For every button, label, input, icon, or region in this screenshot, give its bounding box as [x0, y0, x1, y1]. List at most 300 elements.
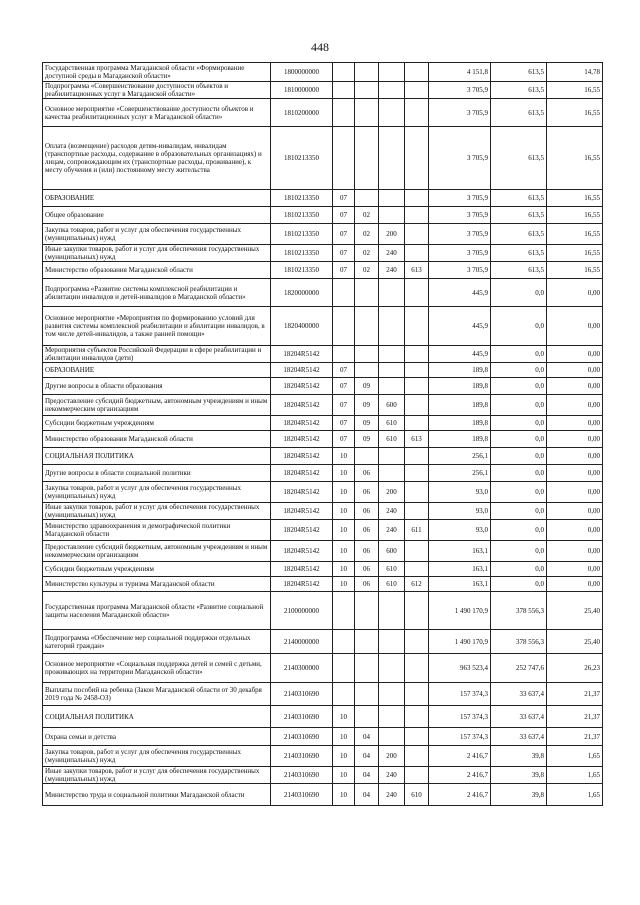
table-row — [43, 190, 603, 207]
row-executed: 613,5 — [491, 245, 547, 262]
row-code: 18204R5142 — [271, 562, 333, 577]
row-subsection — [355, 592, 379, 630]
row-name: Подпрограмма «Обеспечение мер социальной поддержки отдельных категорий граждан» — [43, 630, 271, 654]
row-subsection — [355, 654, 379, 683]
row-grbs — [405, 683, 429, 706]
row-percent: 0,00 — [547, 307, 603, 346]
row-expense-type: 200 — [379, 482, 405, 503]
table-row — [43, 706, 603, 728]
row-plan: 157 374,3 — [429, 683, 491, 706]
row-plan: 3 705,9 — [429, 224, 491, 245]
row-percent: 0,00 — [547, 577, 603, 592]
table-row — [43, 416, 603, 431]
row-section: 07 — [333, 363, 355, 378]
row-subsection — [355, 190, 379, 207]
row-name: Государственная программа Магаданской области «Формирование доступной среды в Магаданской области» — [43, 63, 271, 82]
row-section: 10 — [333, 541, 355, 562]
row-code: 18204R5142 — [271, 577, 333, 592]
row-expense-type: 200 — [379, 224, 405, 245]
budget-table-body — [43, 63, 603, 806]
table-row — [43, 99, 603, 127]
row-subsection — [355, 630, 379, 654]
row-grbs — [405, 465, 429, 482]
row-section: 07 — [333, 207, 355, 224]
row-expense-type: 240 — [379, 784, 405, 806]
table-row — [43, 63, 603, 82]
row-subsection: 02 — [355, 245, 379, 262]
row-executed: 33 637,4 — [491, 728, 547, 746]
row-plan: 256,1 — [429, 465, 491, 482]
row-subsection: 04 — [355, 746, 379, 767]
page-number: 448 — [311, 40, 329, 54]
row-code: 1810213350 — [271, 207, 333, 224]
table-row — [43, 683, 603, 706]
row-grbs: 611 — [405, 520, 429, 541]
row-percent: 16,55 — [547, 245, 603, 262]
row-expense-type — [379, 207, 405, 224]
row-grbs — [405, 99, 429, 127]
row-name: Иные закупки товаров, работ и услуг для обеспечения государственных (муниципальных) нужд — [43, 767, 271, 784]
row-plan: 3 705,9 — [429, 82, 491, 99]
row-percent: 16,55 — [547, 262, 603, 279]
row-name: Общее образование — [43, 207, 271, 224]
row-expense-type — [379, 728, 405, 746]
row-executed: 613,5 — [491, 127, 547, 190]
row-percent: 16,55 — [547, 82, 603, 99]
row-percent: 0,00 — [547, 503, 603, 520]
row-expense-type: 610 — [379, 577, 405, 592]
row-section — [333, 279, 355, 307]
table-row — [43, 767, 603, 784]
row-expense-type — [379, 465, 405, 482]
row-expense-type — [379, 378, 405, 395]
row-name: Субсидии бюджетным учреждениям — [43, 562, 271, 577]
row-name: Иные закупки товаров, работ и услуг для обеспечения государственных (муниципальных) нужд — [43, 503, 271, 520]
row-code: 18204R5142 — [271, 503, 333, 520]
table-row — [43, 279, 603, 307]
row-code: 2140310690 — [271, 746, 333, 767]
row-code: 18204R5142 — [271, 482, 333, 503]
row-plan: 93,0 — [429, 520, 491, 541]
table-row — [43, 562, 603, 577]
row-name: Оплата (возмещение) расходов детям-инвалидам, инвалидам (транспортные расходы, содержание в образовательных организациях) и лицам, сопровождающим их (транспортные расходы, проживание), к месту обучения и (или) постоянному месту жительства — [43, 127, 271, 190]
row-code: 2100000000 — [271, 592, 333, 630]
row-subsection: 06 — [355, 577, 379, 592]
row-subsection — [355, 307, 379, 346]
row-subsection — [355, 127, 379, 190]
row-subsection — [355, 63, 379, 82]
row-name: ОБРАЗОВАНИЕ — [43, 363, 271, 378]
row-percent: 16,55 — [547, 99, 603, 127]
row-subsection: 04 — [355, 784, 379, 806]
row-plan: 157 374,3 — [429, 706, 491, 728]
row-grbs — [405, 82, 429, 99]
row-expense-type — [379, 363, 405, 378]
row-executed: 613,5 — [491, 99, 547, 127]
row-section — [333, 127, 355, 190]
row-code: 1810213350 — [271, 190, 333, 207]
row-percent: 0,00 — [547, 465, 603, 482]
row-plan: 445,9 — [429, 307, 491, 346]
row-percent: 0,00 — [547, 541, 603, 562]
row-code: 1810000000 — [271, 82, 333, 99]
row-subsection: 06 — [355, 520, 379, 541]
row-subsection: 06 — [355, 541, 379, 562]
row-subsection — [355, 683, 379, 706]
row-name: Мероприятия субъектов Российской Федерации в сфере реабилитации и абилитации инвалидов (дети) — [43, 346, 271, 363]
row-code: 2140300000 — [271, 654, 333, 683]
row-code: 1810213350 — [271, 224, 333, 245]
row-expense-type — [379, 592, 405, 630]
row-subsection: 09 — [355, 431, 379, 448]
row-code: 18204R5142 — [271, 520, 333, 541]
table-row — [43, 245, 603, 262]
row-grbs — [405, 706, 429, 728]
row-name: Министерство образования Магаданской области — [43, 262, 271, 279]
row-name: Министерство культуры и туризма Магаданской области — [43, 577, 271, 592]
table-row — [43, 127, 603, 190]
row-section: 07 — [333, 224, 355, 245]
row-subsection — [355, 448, 379, 465]
row-percent: 1,65 — [547, 784, 603, 806]
row-code: 1800000000 — [271, 63, 333, 82]
row-percent: 0,00 — [547, 520, 603, 541]
row-executed: 0,0 — [491, 465, 547, 482]
row-name: Субсидии бюджетным учреждениям — [43, 416, 271, 431]
row-grbs — [405, 307, 429, 346]
row-executed: 39,8 — [491, 767, 547, 784]
row-executed: 613,5 — [491, 224, 547, 245]
table-row — [43, 592, 603, 630]
row-name: Другие вопросы в области образования — [43, 378, 271, 395]
table-row — [43, 448, 603, 465]
table-row — [43, 577, 603, 592]
row-grbs — [405, 378, 429, 395]
row-executed: 0,0 — [491, 520, 547, 541]
row-percent: 0,00 — [547, 416, 603, 431]
row-executed: 0,0 — [491, 378, 547, 395]
row-expense-type: 240 — [379, 245, 405, 262]
row-executed: 0,0 — [491, 448, 547, 465]
row-plan: 1 490 170,9 — [429, 592, 491, 630]
row-plan: 3 705,9 — [429, 127, 491, 190]
row-plan: 93,0 — [429, 482, 491, 503]
row-grbs — [405, 416, 429, 431]
row-plan: 189,8 — [429, 378, 491, 395]
row-name: Предоставление субсидий бюджетным, автономным учреждениям и иным некоммерческим организациям — [43, 395, 271, 416]
row-grbs: 613 — [405, 262, 429, 279]
row-grbs — [405, 767, 429, 784]
row-code: 2140310690 — [271, 706, 333, 728]
row-executed: 378 556,3 — [491, 630, 547, 654]
row-code: 2140310690 — [271, 728, 333, 746]
table-row — [43, 728, 603, 746]
row-section: 10 — [333, 520, 355, 541]
row-plan: 163,1 — [429, 577, 491, 592]
row-section: 07 — [333, 262, 355, 279]
row-plan: 963 523,4 — [429, 654, 491, 683]
row-code: 18204R5142 — [271, 346, 333, 363]
row-name: Предоставление субсидий бюджетным, автономным учреждениям и иным некоммерческим организациям — [43, 541, 271, 562]
row-executed: 0,0 — [491, 395, 547, 416]
row-expense-type — [379, 99, 405, 127]
row-grbs — [405, 190, 429, 207]
row-executed: 613,5 — [491, 207, 547, 224]
row-name: Выплаты пособий на ребенка (Закон Магаданской области от 30 декабря 2019 года № 2458-ОЗ) — [43, 683, 271, 706]
row-section: 10 — [333, 746, 355, 767]
row-executed: 0,0 — [491, 482, 547, 503]
row-executed: 0,0 — [491, 577, 547, 592]
row-percent: 25,40 — [547, 630, 603, 654]
row-executed: 613,5 — [491, 63, 547, 82]
row-grbs — [405, 448, 429, 465]
row-subsection: 09 — [355, 416, 379, 431]
row-percent: 16,55 — [547, 224, 603, 245]
row-expense-type — [379, 63, 405, 82]
row-expense-type — [379, 279, 405, 307]
row-percent: 0,00 — [547, 448, 603, 465]
table-row — [43, 746, 603, 767]
row-subsection: 04 — [355, 728, 379, 746]
row-executed: 0,0 — [491, 431, 547, 448]
table-row — [43, 520, 603, 541]
row-plan: 163,1 — [429, 541, 491, 562]
row-plan: 2 416,7 — [429, 784, 491, 806]
row-subsection: 06 — [355, 482, 379, 503]
row-code: 2140310690 — [271, 683, 333, 706]
row-name: Иные закупки товаров, работ и услуг для обеспечения государственных (муниципальных) нужд — [43, 245, 271, 262]
row-expense-type: 610 — [379, 562, 405, 577]
row-section: 10 — [333, 784, 355, 806]
row-grbs — [405, 562, 429, 577]
table-row — [43, 346, 603, 363]
row-subsection — [355, 279, 379, 307]
row-name: Министерство образования Магаданской области — [43, 431, 271, 448]
row-section — [333, 654, 355, 683]
row-subsection — [355, 706, 379, 728]
row-executed: 39,8 — [491, 784, 547, 806]
row-plan: 2 416,7 — [429, 746, 491, 767]
row-code: 18204R5142 — [271, 363, 333, 378]
row-percent: 25,40 — [547, 592, 603, 630]
row-percent: 1,65 — [547, 746, 603, 767]
row-grbs — [405, 363, 429, 378]
row-name: Основное мероприятие «Социальная поддержка детей и семей с детьми, проживающих на территории Магаданской области» — [43, 654, 271, 683]
row-percent: 16,55 — [547, 190, 603, 207]
row-percent: 0,00 — [547, 378, 603, 395]
row-expense-type — [379, 448, 405, 465]
row-percent: 1,65 — [547, 767, 603, 784]
row-plan: 189,8 — [429, 395, 491, 416]
row-expense-type: 610 — [379, 431, 405, 448]
row-percent: 0,00 — [547, 562, 603, 577]
row-plan: 1 490 170,9 — [429, 630, 491, 654]
row-subsection: 09 — [355, 395, 379, 416]
row-code: 18204R5142 — [271, 541, 333, 562]
row-section: 10 — [333, 577, 355, 592]
row-executed: 33 637,4 — [491, 683, 547, 706]
row-section: 10 — [333, 482, 355, 503]
row-code: 1820400000 — [271, 307, 333, 346]
row-code: 1810213350 — [271, 262, 333, 279]
row-percent: 26,23 — [547, 654, 603, 683]
row-plan: 189,8 — [429, 416, 491, 431]
row-percent: 0,00 — [547, 346, 603, 363]
row-code: 1810213350 — [271, 127, 333, 190]
row-plan: 93,0 — [429, 503, 491, 520]
row-grbs — [405, 207, 429, 224]
row-section — [333, 630, 355, 654]
row-executed: 0,0 — [491, 363, 547, 378]
row-code: 2140310690 — [271, 784, 333, 806]
row-name: Основное мероприятие «Мероприятия по формированию условий для развития системы комплексной реабилитации и абилитации инвалидов, в том числе детей-инвалидов, а также ранней помощи» — [43, 307, 271, 346]
row-expense-type: 240 — [379, 503, 405, 520]
row-grbs — [405, 395, 429, 416]
row-code: 2140310690 — [271, 767, 333, 784]
row-grbs — [405, 482, 429, 503]
row-section — [333, 99, 355, 127]
row-section: 07 — [333, 431, 355, 448]
row-section: 07 — [333, 416, 355, 431]
row-expense-type — [379, 346, 405, 363]
budget-table — [42, 62, 603, 806]
row-section — [333, 346, 355, 363]
row-percent: 0,00 — [547, 279, 603, 307]
row-code: 18204R5142 — [271, 431, 333, 448]
table-row — [43, 784, 603, 806]
row-subsection: 06 — [355, 562, 379, 577]
row-subsection — [355, 346, 379, 363]
row-subsection — [355, 99, 379, 127]
row-section: 10 — [333, 767, 355, 784]
row-grbs — [405, 245, 429, 262]
row-percent: 0,00 — [547, 431, 603, 448]
row-percent: 14,78 — [547, 63, 603, 82]
row-section: 10 — [333, 706, 355, 728]
row-grbs — [405, 503, 429, 520]
row-subsection: 02 — [355, 262, 379, 279]
row-name: Другие вопросы в области социальной политики — [43, 465, 271, 482]
row-expense-type — [379, 190, 405, 207]
row-executed: 0,0 — [491, 346, 547, 363]
row-code: 18204R5142 — [271, 465, 333, 482]
row-percent: 21,37 — [547, 728, 603, 746]
row-percent: 0,00 — [547, 363, 603, 378]
row-executed: 252 747,6 — [491, 654, 547, 683]
table-row — [43, 307, 603, 346]
row-section: 07 — [333, 378, 355, 395]
row-percent: 21,37 — [547, 683, 603, 706]
table-row — [43, 363, 603, 378]
table-row — [43, 654, 603, 683]
row-section — [333, 63, 355, 82]
row-executed: 613,5 — [491, 262, 547, 279]
row-executed: 0,0 — [491, 541, 547, 562]
row-percent: 16,55 — [547, 207, 603, 224]
row-name: Подпрограмма «Совершенствование доступности объектов и реабилитационных услуг в Магаданской области» — [43, 82, 271, 99]
row-section: 10 — [333, 465, 355, 482]
table-row — [43, 378, 603, 395]
row-executed: 33 637,4 — [491, 706, 547, 728]
table-row — [43, 262, 603, 279]
table-row — [43, 82, 603, 99]
row-code: 1820000000 — [271, 279, 333, 307]
row-plan: 256,1 — [429, 448, 491, 465]
table-row — [43, 482, 603, 503]
row-plan: 189,8 — [429, 363, 491, 378]
row-section: 10 — [333, 728, 355, 746]
row-section: 07 — [333, 245, 355, 262]
row-code: 18204R5142 — [271, 448, 333, 465]
row-plan: 163,1 — [429, 562, 491, 577]
row-name: Подпрограмма «Развитие системы комплексной реабилитации и абилитации инвалидов и детей-инвалидов в Магаданской области» — [43, 279, 271, 307]
table-row — [43, 207, 603, 224]
row-plan: 4 151,8 — [429, 63, 491, 82]
row-subsection: 04 — [355, 767, 379, 784]
row-plan: 445,9 — [429, 346, 491, 363]
row-grbs: 612 — [405, 577, 429, 592]
row-expense-type: 240 — [379, 262, 405, 279]
row-executed: 0,0 — [491, 503, 547, 520]
row-percent: 16,55 — [547, 127, 603, 190]
row-subsection — [355, 82, 379, 99]
row-grbs — [405, 630, 429, 654]
row-section: 07 — [333, 190, 355, 207]
row-code: 1810200000 — [271, 99, 333, 127]
row-name: Охрана семьи и детства — [43, 728, 271, 746]
row-grbs — [405, 346, 429, 363]
table-row — [43, 224, 603, 245]
row-name: Закупка товаров, работ и услуг для обеспечения государственных (муниципальных) нужд — [43, 482, 271, 503]
row-executed: 378 556,3 — [491, 592, 547, 630]
row-executed: 0,0 — [491, 307, 547, 346]
row-expense-type: 200 — [379, 746, 405, 767]
row-code: 2140000000 — [271, 630, 333, 654]
row-name: Государственная программа Магаданской области «Развитие социальной защиты населения Магаданской области» — [43, 592, 271, 630]
row-name: Закупка товаров, работ и услуг для обеспечения государственных (муниципальных) нужд — [43, 746, 271, 767]
row-subsection: 09 — [355, 378, 379, 395]
row-subsection: 06 — [355, 503, 379, 520]
row-grbs — [405, 592, 429, 630]
row-subsection: 06 — [355, 465, 379, 482]
row-plan: 445,9 — [429, 279, 491, 307]
row-grbs — [405, 654, 429, 683]
row-plan: 3 705,9 — [429, 99, 491, 127]
row-plan: 3 705,9 — [429, 262, 491, 279]
row-grbs: 610 — [405, 784, 429, 806]
row-name: СОЦИАЛЬНАЯ ПОЛИТИКА — [43, 706, 271, 728]
row-plan: 157 374,3 — [429, 728, 491, 746]
row-grbs — [405, 279, 429, 307]
row-expense-type: 240 — [379, 767, 405, 784]
row-executed: 613,5 — [491, 190, 547, 207]
row-name: ОБРАЗОВАНИЕ — [43, 190, 271, 207]
row-code: 1810213350 — [271, 245, 333, 262]
row-section: 10 — [333, 562, 355, 577]
row-section — [333, 683, 355, 706]
row-grbs — [405, 541, 429, 562]
row-subsection: 02 — [355, 207, 379, 224]
row-plan: 3 705,9 — [429, 190, 491, 207]
row-section — [333, 592, 355, 630]
row-grbs — [405, 746, 429, 767]
row-executed: 39,8 — [491, 746, 547, 767]
row-percent: 21,37 — [547, 706, 603, 728]
row-code: 18204R5142 — [271, 395, 333, 416]
row-executed: 0,0 — [491, 562, 547, 577]
row-plan: 3 705,9 — [429, 207, 491, 224]
row-expense-type: 240 — [379, 520, 405, 541]
